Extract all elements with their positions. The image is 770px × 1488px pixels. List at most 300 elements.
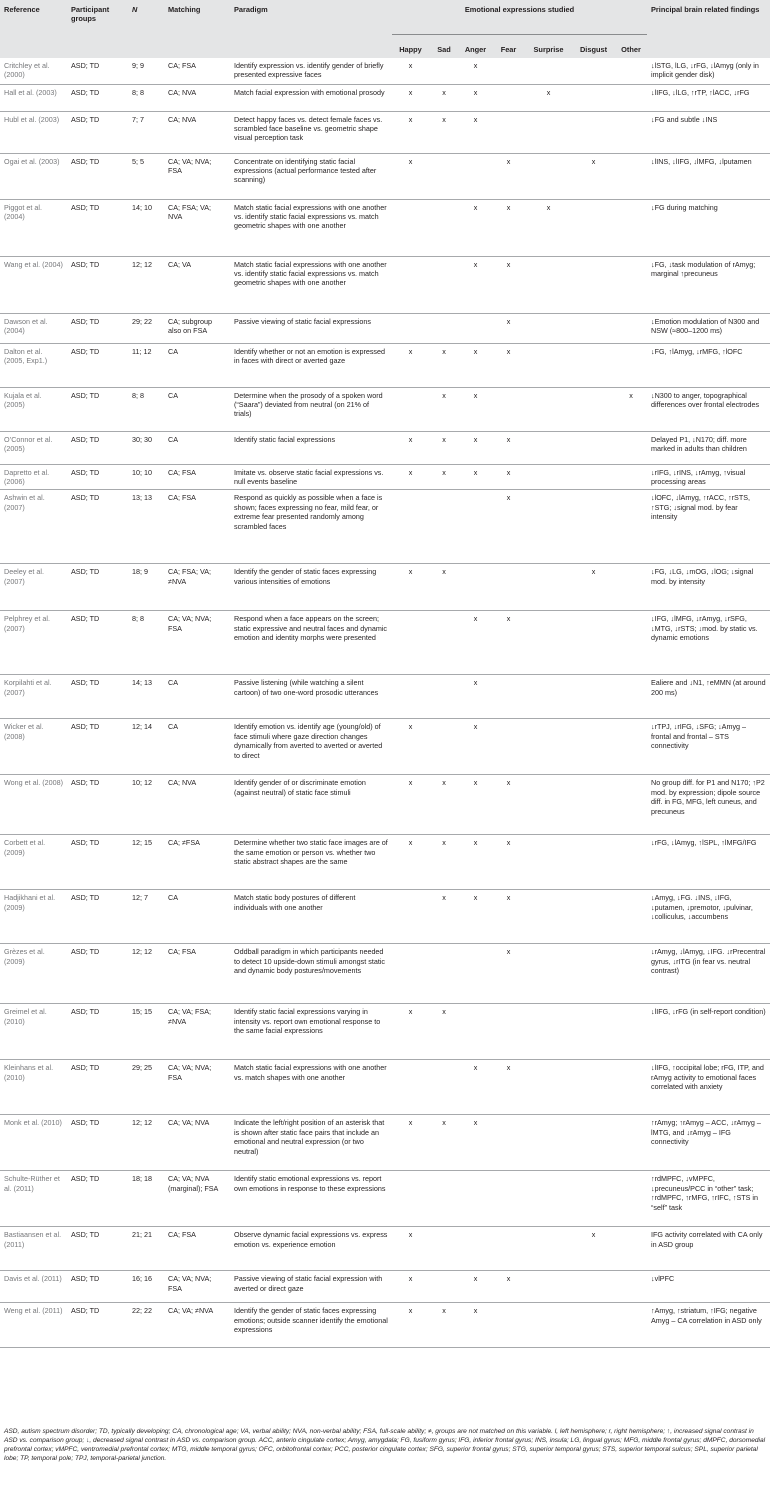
emotion-mark-cell	[525, 256, 572, 313]
emotion-mark-cell	[572, 1303, 615, 1348]
emotion-mark-cell: x	[492, 611, 525, 675]
emotion-mark-cell	[492, 111, 525, 153]
matching-cell: CA	[164, 675, 230, 719]
emotion-mark-cell	[572, 775, 615, 835]
emotion-mark-cell	[459, 1227, 492, 1271]
emotion-mark-cell	[572, 611, 615, 675]
participant-groups-cell: ASD; TD	[67, 1004, 128, 1060]
emotion-mark-cell	[492, 1115, 525, 1171]
emotion-mark-cell	[429, 313, 459, 343]
emotion-mark-cell	[572, 490, 615, 564]
paradigm-cell: Identify gender of or discriminate emotion (against neutral) of static face stimuli	[230, 775, 392, 835]
header-sad: Sad	[429, 34, 459, 58]
reference-cell: Schulte-Rüther et al. (2011)	[0, 1171, 67, 1227]
table-row	[0, 1060, 770, 1115]
emotion-mark-cell	[392, 387, 429, 431]
emotion-mark-cell	[429, 490, 459, 564]
paradigm-cell: Identify expression vs. identify gender of briefly presented expressive faces	[230, 58, 392, 84]
n-cell: 12; 12	[128, 256, 164, 313]
emotion-mark-cell	[572, 1115, 615, 1171]
emotion-mark-cell: x	[392, 1004, 429, 1060]
emotion-mark-cell	[572, 890, 615, 944]
findings-cell: ↓vlPFC	[647, 1271, 770, 1303]
reference-cell: Hubl et al. (2003)	[0, 111, 67, 153]
emotion-mark-cell	[492, 1171, 525, 1227]
emotion-mark-cell	[429, 199, 459, 256]
matching-cell: CA; FSA	[164, 464, 230, 490]
paradigm-cell: Determine when the prosody of a spoken word (“Saara”) deviated from neutral (on 21% of trials)	[230, 387, 392, 431]
matching-cell: CA	[164, 890, 230, 944]
findings-cell: ↑rdMPFC, ↓vMPFC, ↓precuneus/PCC in “other” task; ↑rdMPFC, ↑rMFG, ↑rIFC, ↑STS in “self” task	[647, 1171, 770, 1227]
emotion-mark-cell: x	[429, 564, 459, 611]
matching-cell: CA; NVA	[164, 111, 230, 153]
emotion-mark-cell	[459, 1171, 492, 1227]
emotion-mark-cell: x	[392, 431, 429, 464]
participant-groups-cell: ASD; TD	[67, 1060, 128, 1115]
emotion-mark-cell: x	[392, 1271, 429, 1303]
findings-cell: ↓Emotion modulation of N300 and NSW (≈800–1200 ms)	[647, 313, 770, 343]
table-row	[0, 890, 770, 944]
emotion-mark-cell	[525, 1004, 572, 1060]
n-cell: 16; 16	[128, 1271, 164, 1303]
n-cell: 29; 25	[128, 1060, 164, 1115]
emotion-mark-cell	[615, 611, 647, 675]
n-cell: 21; 21	[128, 1227, 164, 1271]
n-cell: 9; 9	[128, 58, 164, 84]
reference-cell: Hall et al. (2003)	[0, 84, 67, 111]
table-row	[0, 84, 770, 111]
emotion-mark-cell	[615, 1060, 647, 1115]
emotion-mark-cell	[615, 84, 647, 111]
emotion-mark-cell: x	[429, 431, 459, 464]
emotion-mark-cell	[615, 256, 647, 313]
emotion-mark-cell	[492, 1227, 525, 1271]
emotion-mark-cell	[492, 675, 525, 719]
emotion-mark-cell: x	[459, 611, 492, 675]
findings-cell: ↓FG during matching	[647, 199, 770, 256]
emotion-mark-cell: x	[492, 835, 525, 890]
emotion-mark-cell: x	[492, 256, 525, 313]
n-cell: 12; 12	[128, 944, 164, 1004]
table-row	[0, 111, 770, 153]
emotion-mark-cell	[525, 944, 572, 1004]
emotion-mark-cell: x	[459, 1115, 492, 1171]
reference-cell: Corbett et al. (2009)	[0, 835, 67, 890]
matching-cell: CA; FSA	[164, 944, 230, 1004]
matching-cell: CA; VA; NVA; FSA	[164, 611, 230, 675]
emotion-mark-cell: x	[392, 153, 429, 199]
emotion-mark-cell	[459, 313, 492, 343]
paradigm-cell: Match static body postures of different individuals with one another	[230, 890, 392, 944]
matching-cell: CA; VA; NVA	[164, 1115, 230, 1171]
participant-groups-cell: ASD; TD	[67, 313, 128, 343]
participant-groups-cell: ASD; TD	[67, 564, 128, 611]
reference-cell: Bastiaansen et al. (2011)	[0, 1227, 67, 1271]
emotion-mark-cell	[459, 1004, 492, 1060]
header-n: N	[128, 0, 164, 58]
matching-cell: CA; VA	[164, 256, 230, 313]
emotion-mark-cell	[392, 611, 429, 675]
header-surprise: Surprise	[525, 34, 572, 58]
reference-cell: Wong et al. (2008)	[0, 775, 67, 835]
paradigm-cell: Identify emotion vs. identify age (young/old) of face stimuli where gaze direction changes dynamically from averted to averted or averted to direct	[230, 719, 392, 775]
emotion-mark-cell	[615, 153, 647, 199]
table-body	[0, 58, 770, 1348]
emotion-mark-cell	[615, 111, 647, 153]
header-happy: Happy	[392, 34, 429, 58]
emotion-mark-cell	[615, 675, 647, 719]
emotion-mark-cell	[615, 313, 647, 343]
emotion-mark-cell	[615, 890, 647, 944]
matching-cell: CA	[164, 431, 230, 464]
table-row	[0, 1271, 770, 1303]
emotion-mark-cell	[525, 313, 572, 343]
emotion-mark-cell: x	[459, 58, 492, 84]
participant-groups-cell: ASD; TD	[67, 111, 128, 153]
emotion-mark-cell	[525, 111, 572, 153]
emotion-mark-cell: x	[392, 564, 429, 611]
emotion-mark-cell	[492, 387, 525, 431]
matching-cell: CA; VA; FSA; ≠NVA	[164, 1004, 230, 1060]
header-disgust: Disgust	[572, 34, 615, 58]
emotion-mark-cell	[572, 1060, 615, 1115]
paradigm-cell: Passive listening (while watching a silent cartoon) of two one-word prosodic utterances	[230, 675, 392, 719]
emotion-mark-cell	[615, 835, 647, 890]
emotion-mark-cell: x	[492, 431, 525, 464]
paradigm-cell: Match static facial expressions with one another vs. identify static facial expressions vs. match geometric shapes with one another	[230, 256, 392, 313]
matching-cell: CA	[164, 719, 230, 775]
matching-cell: CA; NVA	[164, 775, 230, 835]
n-cell: 8; 8	[128, 84, 164, 111]
emotion-mark-cell	[525, 890, 572, 944]
paradigm-cell: Determine whether two static face images are of the same emotion or person vs. whether two static abstract shapes are the same	[230, 835, 392, 890]
paradigm-cell: Identify whether or not an emotion is expressed in faces with direct or averted gaze	[230, 343, 392, 387]
emotion-mark-cell	[615, 1115, 647, 1171]
emotion-mark-cell	[615, 1171, 647, 1227]
n-cell: 13; 13	[128, 490, 164, 564]
matching-cell: CA; VA; ≠NVA	[164, 1303, 230, 1348]
findings-cell: ↓lIFG, ↓rFG (in self-report condition)	[647, 1004, 770, 1060]
emotion-mark-cell: x	[459, 775, 492, 835]
table-row	[0, 719, 770, 775]
emotion-mark-cell	[525, 464, 572, 490]
table-row	[0, 1171, 770, 1227]
emotion-mark-cell: x	[572, 564, 615, 611]
reference-cell: Weng et al. (2011)	[0, 1303, 67, 1348]
participant-groups-cell: ASD; TD	[67, 464, 128, 490]
findings-cell: ↓Amyg, ↓FG. ↓INS, ↓IFG, ↓putamen, ↓premotor, ↓pulvinar, ↓colliculus, ↓accumbens	[647, 890, 770, 944]
emotion-mark-cell	[572, 464, 615, 490]
participant-groups-cell: ASD; TD	[67, 153, 128, 199]
findings-cell: ↑rAmyg; ↑rAmyg – ACC, ↓rAmyg – lMTG, and ↓rAmyg – IFG connectivity	[647, 1115, 770, 1171]
paradigm-cell: Identify static facial expressions varying in intensity vs. report own emotional response to the same facial expressions	[230, 1004, 392, 1060]
n-cell: 15; 15	[128, 1004, 164, 1060]
findings-cell: ↓rAmyg, ↓lAmyg, ↓IFG. ↓rPrecentral gyrus, ↓rITG (in fear vs. neutral contrast)	[647, 944, 770, 1004]
findings-cell: ↓lOFC, ↓lAmyg, ↑rACC, ↑rSTS, ↑STG; ↓signal mod. by fear intensity	[647, 490, 770, 564]
reference-cell: Monk et al. (2010)	[0, 1115, 67, 1171]
paradigm-cell: Respond when a face appears on the screen; static expressive and neutral faces and dynamic emotion and identity morphs were presented	[230, 611, 392, 675]
emotion-mark-cell: x	[525, 199, 572, 256]
emotion-mark-cell: x	[429, 890, 459, 944]
table-header	[0, 0, 770, 58]
emotion-mark-cell	[459, 153, 492, 199]
participant-groups-cell: ASD; TD	[67, 1171, 128, 1227]
findings-cell: No group diff. for P1 and N170; ↑P2 mod. by expression; dipole source diff. in FG, MFG, left cuneus, and precuneus	[647, 775, 770, 835]
participant-groups-cell: ASD; TD	[67, 199, 128, 256]
emotion-mark-cell: x	[429, 1115, 459, 1171]
paradigm-cell: Identify the gender of static faces expressing various intensities of emotions	[230, 564, 392, 611]
findings-cell: Delayed P1, ↓N170; diff. more marked in adults than children	[647, 431, 770, 464]
reference-cell: Hadjikhani et al. (2009)	[0, 890, 67, 944]
emotion-mark-cell	[615, 58, 647, 84]
emotion-mark-cell: x	[492, 464, 525, 490]
paradigm-cell: Oddball paradigm in which participants needed to detect 10 upside-down stimuli amongst static and dynamic body postures/movements	[230, 944, 392, 1004]
participant-groups-cell: ASD; TD	[67, 675, 128, 719]
emotion-mark-cell	[572, 256, 615, 313]
header-other: Other	[615, 34, 647, 58]
matching-cell: CA; VA; NVA (marginal); FSA	[164, 1171, 230, 1227]
emotion-mark-cell	[572, 343, 615, 387]
reference-cell: Wicker et al. (2008)	[0, 719, 67, 775]
emotion-mark-cell	[525, 58, 572, 84]
n-cell: 29; 22	[128, 313, 164, 343]
table-row	[0, 464, 770, 490]
participant-groups-cell: ASD; TD	[67, 611, 128, 675]
emotion-mark-cell	[572, 1271, 615, 1303]
emotion-mark-cell	[572, 944, 615, 1004]
emotion-mark-cell: x	[459, 431, 492, 464]
table-row	[0, 775, 770, 835]
emotion-mark-cell	[392, 490, 429, 564]
emotion-mark-cell	[525, 1171, 572, 1227]
n-cell: 5; 5	[128, 153, 164, 199]
emotion-mark-cell: x	[392, 1115, 429, 1171]
paradigm-cell: Observe dynamic facial expressions vs. express emotion vs. experience emotion	[230, 1227, 392, 1271]
matching-cell: CA; FSA	[164, 1227, 230, 1271]
emotion-mark-cell	[429, 719, 459, 775]
reference-cell: Ashwin et al. (2007)	[0, 490, 67, 564]
reference-cell: Dapretto et al. (2006)	[0, 464, 67, 490]
emotion-mark-cell: x	[459, 1060, 492, 1115]
header-anger: Anger	[459, 34, 492, 58]
emotion-mark-cell: x	[459, 835, 492, 890]
emotion-mark-cell: x	[429, 775, 459, 835]
reference-cell: Wang et al. (2004)	[0, 256, 67, 313]
participant-groups-cell: ASD; TD	[67, 490, 128, 564]
emotion-mark-cell	[525, 387, 572, 431]
paradigm-cell: Imitate vs. observe static facial expressions vs. null events baseline	[230, 464, 392, 490]
emotion-mark-cell	[525, 343, 572, 387]
emotion-mark-cell	[615, 1303, 647, 1348]
emotion-mark-cell	[459, 490, 492, 564]
table-footnote: ASD, autism spectrum disorder; TD, typically developing; CA, chronological age; VA, verbal ability; NVA, non-verbal ability; FSA, full-scale ability; ≠, groups are not matched on this variable. l, left hemisphere; r, right hemisphere; ↑, increased signal contrast in ASD vs. comparison group; ↓, decreased signal contrast in ASD vs. comparison group. ACC, anterio cingulate cortex; Amyg, amygdala; FG, fusiform gyrus; IFG, inferior frontal gyrus; INS, insula; LG, lingual gyrus; MFG, middle frontal gyrus; dMPFC, dorsomedial prefrontal cortex; vMPFC, ventromedial prefrontal cortex; MTG, middle temporal gyrus; OFC, orbitofrontal cortex; PCC, posterior cingulate cortex; SFG, superior frontal gyrus; STG, superior temporal gyrus; STS, superior temporal sulcus; SPL, superior parietal lobe; TP, temporal pole; TPJ, temporal-parietal junction.	[4, 1428, 766, 1463]
emotion-mark-cell: x	[492, 1060, 525, 1115]
findings-cell: ↓rIFG, ↓rINS, ↓rAmyg, ↑visual processing areas	[647, 464, 770, 490]
emotion-mark-cell	[572, 313, 615, 343]
emotion-mark-cell	[525, 1227, 572, 1271]
emotion-mark-cell	[572, 387, 615, 431]
emotion-mark-cell	[525, 1115, 572, 1171]
reference-cell: Davis et al. (2011)	[0, 1271, 67, 1303]
emotion-mark-cell	[492, 564, 525, 611]
matching-cell: CA; VA; NVA; FSA	[164, 1271, 230, 1303]
n-cell: 14; 13	[128, 675, 164, 719]
emotion-mark-cell	[572, 199, 615, 256]
reference-cell: Dawson et al. (2004)	[0, 313, 67, 343]
header-emotional-expressions: Emotional expressions studied	[392, 0, 647, 34]
emotion-mark-cell: x	[392, 111, 429, 153]
matching-cell: CA	[164, 387, 230, 431]
emotion-mark-cell: x	[492, 490, 525, 564]
table-row	[0, 1303, 770, 1348]
table-row	[0, 58, 770, 84]
emotion-mark-cell: x	[459, 1303, 492, 1348]
emotion-mark-cell	[572, 675, 615, 719]
participant-groups-cell: ASD; TD	[67, 58, 128, 84]
emotion-mark-cell: x	[459, 256, 492, 313]
header-findings: Principal brain related findings	[647, 0, 770, 58]
participant-groups-cell: ASD; TD	[67, 1115, 128, 1171]
participant-groups-cell: ASD; TD	[67, 719, 128, 775]
emotion-mark-cell	[572, 431, 615, 464]
paradigm-cell: Passive viewing of static facial expression with averted or direct gaze	[230, 1271, 392, 1303]
emotion-mark-cell: x	[392, 719, 429, 775]
participant-groups-cell: ASD; TD	[67, 775, 128, 835]
emotion-mark-cell	[572, 1004, 615, 1060]
participant-groups-cell: ASD; TD	[67, 343, 128, 387]
emotion-mark-cell: x	[459, 111, 492, 153]
table-row	[0, 387, 770, 431]
emotion-mark-cell: x	[459, 464, 492, 490]
emotion-mark-cell	[572, 1171, 615, 1227]
emotion-mark-cell: x	[429, 111, 459, 153]
reference-cell: Ogai et al. (2003)	[0, 153, 67, 199]
emotion-mark-cell	[429, 611, 459, 675]
emotion-mark-cell: x	[429, 464, 459, 490]
emotion-mark-cell: x	[392, 58, 429, 84]
emotion-mark-cell	[572, 835, 615, 890]
findings-cell: ↓FG, ↑lAmyg, ↓rMFG, ↑lOFC	[647, 343, 770, 387]
emotion-mark-cell: x	[392, 84, 429, 111]
reference-cell: Kleinhans et al. (2010)	[0, 1060, 67, 1115]
emotion-mark-cell	[392, 890, 429, 944]
emotion-mark-cell: x	[459, 890, 492, 944]
emotion-mark-cell	[615, 564, 647, 611]
participant-groups-cell: ASD; TD	[67, 890, 128, 944]
n-cell: 7; 7	[128, 111, 164, 153]
emotion-mark-cell	[615, 1227, 647, 1271]
matching-cell: CA; VA; NVA; FSA	[164, 153, 230, 199]
n-cell: 10; 12	[128, 775, 164, 835]
emotion-mark-cell	[492, 1004, 525, 1060]
emotion-mark-cell	[525, 719, 572, 775]
emotion-mark-cell: x	[459, 675, 492, 719]
participant-groups-cell: ASD; TD	[67, 944, 128, 1004]
matching-cell: CA; VA; NVA; FSA	[164, 1060, 230, 1115]
table-row	[0, 835, 770, 890]
emotion-mark-cell: x	[392, 464, 429, 490]
emotion-mark-cell	[525, 1060, 572, 1115]
matching-cell: CA; FSA; VA; NVA	[164, 199, 230, 256]
findings-cell: ↓FG and subtle ↓INS	[647, 111, 770, 153]
emotion-mark-cell	[429, 153, 459, 199]
emotion-mark-cell	[525, 611, 572, 675]
findings-cell: IFG activity correlated with CA only in ASD group	[647, 1227, 770, 1271]
header-participant-groups: Participant groups	[67, 0, 128, 58]
reference-cell: Deeley et al. (2007)	[0, 564, 67, 611]
emotion-mark-cell	[429, 58, 459, 84]
reference-cell: Kujala et al. (2005)	[0, 387, 67, 431]
paradigm-cell: Identify static emotional expressions vs. report own emotions in response to these expressions	[230, 1171, 392, 1227]
reference-cell: Grèzes et al. (2009)	[0, 944, 67, 1004]
findings-cell: ↓FG, ↓task modulation of rAmyg; marginal ↑precuneus	[647, 256, 770, 313]
emotion-mark-cell	[615, 775, 647, 835]
n-cell: 8; 8	[128, 611, 164, 675]
participant-groups-cell: ASD; TD	[67, 256, 128, 313]
participant-groups-cell: ASD; TD	[67, 387, 128, 431]
n-cell: 14; 10	[128, 199, 164, 256]
table-row	[0, 1115, 770, 1171]
emotion-mark-cell	[392, 944, 429, 1004]
matching-cell: CA	[164, 343, 230, 387]
paradigm-cell: Respond as quickly as possible when a face is shown; faces expressing no fear, mild fear, or extreme fear presented randomly among scrambled faces	[230, 490, 392, 564]
emotion-mark-cell	[525, 490, 572, 564]
matching-cell: CA; ≠FSA	[164, 835, 230, 890]
reference-cell: Pelphrey et al. (2007)	[0, 611, 67, 675]
reference-cell: Dalton et al. (2005, Exp1.)	[0, 343, 67, 387]
matching-cell: CA; subgroup also on FSA	[164, 313, 230, 343]
table-row	[0, 343, 770, 387]
emotion-mark-cell	[392, 313, 429, 343]
emotion-mark-cell	[392, 675, 429, 719]
matching-cell: CA; NVA	[164, 84, 230, 111]
emotion-mark-cell: x	[392, 835, 429, 890]
findings-cell: ↓lINS, ↓lIFG, ↓lMFG, ↓lputamen	[647, 153, 770, 199]
emotion-mark-cell	[429, 256, 459, 313]
emotion-mark-cell	[572, 58, 615, 84]
table-row	[0, 199, 770, 256]
reference-cell: Greimel et al. (2010)	[0, 1004, 67, 1060]
emotion-mark-cell	[429, 1060, 459, 1115]
header-matching: Matching	[164, 0, 230, 58]
n-cell: 12; 14	[128, 719, 164, 775]
emotion-mark-cell	[392, 256, 429, 313]
emotion-mark-cell	[492, 58, 525, 84]
table-row	[0, 944, 770, 1004]
emotion-mark-cell	[392, 1171, 429, 1227]
emotion-mark-cell	[615, 1271, 647, 1303]
emotion-mark-cell	[615, 199, 647, 256]
emotion-mark-cell: x	[429, 343, 459, 387]
table-row	[0, 256, 770, 313]
table-row	[0, 1227, 770, 1271]
emotion-mark-cell: x	[572, 1227, 615, 1271]
paradigm-cell: Identify the gender of static faces expressing emotions; outside scanner identify the emotional expressions	[230, 1303, 392, 1348]
header-reference: Reference	[0, 0, 67, 58]
n-cell: 10; 10	[128, 464, 164, 490]
emotion-mark-cell: x	[572, 153, 615, 199]
emotion-mark-cell: x	[459, 199, 492, 256]
header-fear: Fear	[492, 34, 525, 58]
emotion-mark-cell	[572, 84, 615, 111]
participant-groups-cell: ASD; TD	[67, 1227, 128, 1271]
emotion-mark-cell: x	[459, 719, 492, 775]
participant-groups-cell: ASD; TD	[67, 84, 128, 111]
table-row	[0, 313, 770, 343]
emotion-mark-cell	[492, 1303, 525, 1348]
emotion-mark-cell	[615, 719, 647, 775]
emotion-mark-cell: x	[492, 199, 525, 256]
